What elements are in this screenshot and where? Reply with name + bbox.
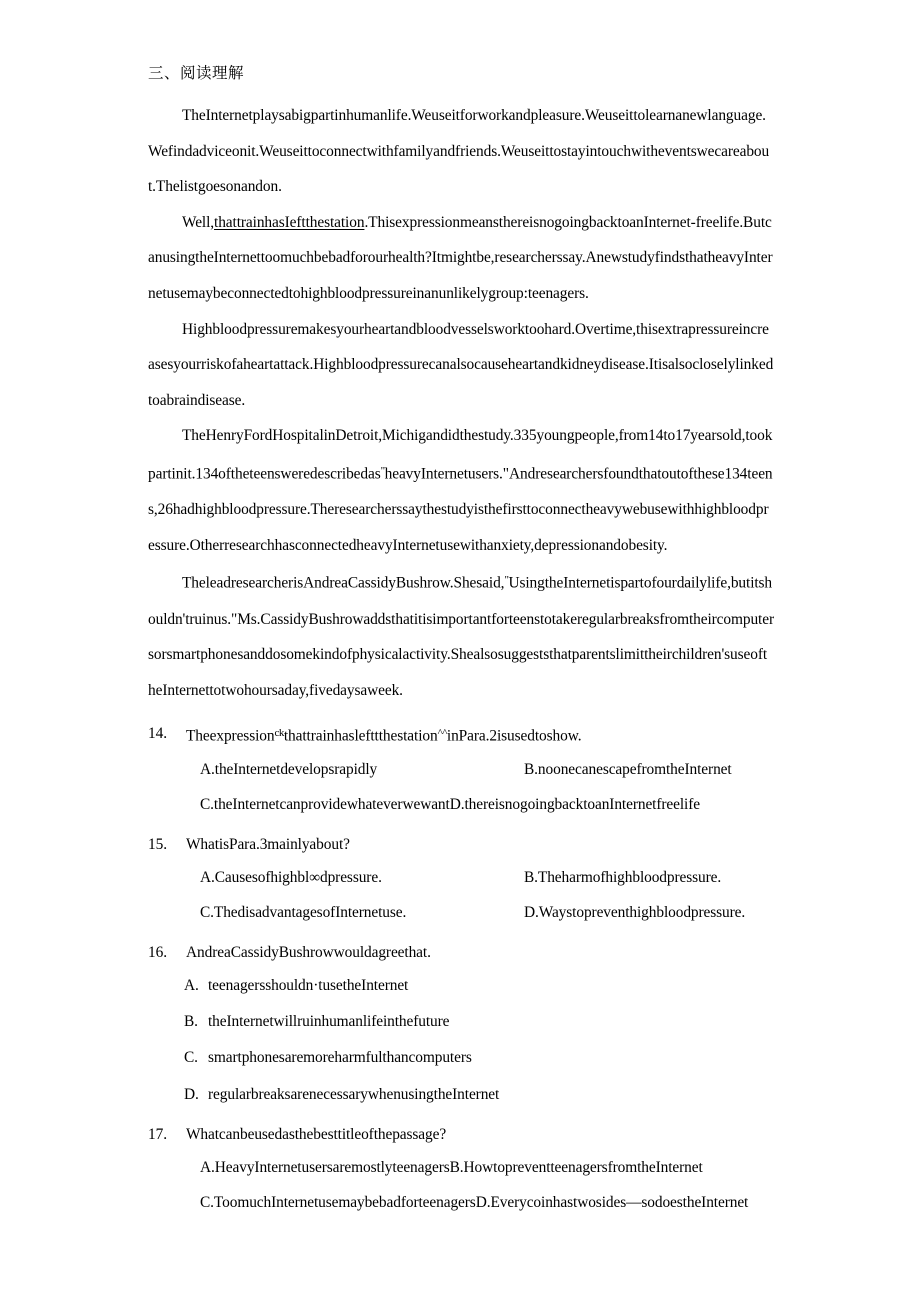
question-14-option-b[interactable]: B.noonecanescapefromtheInternet <box>524 760 732 778</box>
question-14 <box>148 718 774 823</box>
question-15-options-row-1 <box>148 860 774 896</box>
para4-part1: TheHenryFordHospitalinDetroit,Michigandidthestudy.335youngpeople,from14to17yearsold,tookpartinit.134oftheteensweredescribedas <box>148 427 773 483</box>
question-17-options-row-1[interactable]: A.HeavyInternetusersaremostlyteenagersB.HowtopreventteenagersfromtheInternet <box>200 1158 703 1176</box>
raised-quote-artifact: " <box>380 464 385 477</box>
question-14-stem-part3: inPara.2isusedtoshow. <box>446 727 582 745</box>
passage-paragraph-2 <box>148 205 774 312</box>
question-16-option-d[interactable] <box>148 1077 774 1113</box>
passage-paragraph-5 <box>148 563 774 708</box>
question-16-option-b[interactable] <box>148 1004 774 1040</box>
underlined-idiom: thattrainhasIeftthestation <box>214 213 365 231</box>
question-16-option-a-letter: A. <box>184 976 199 994</box>
question-14-options-row-1 <box>148 752 774 788</box>
passage-paragraph-3: Highbloodpressuremakesyourheartandbloodvesselsworktoohard.Overtime,thisextrapressureincreasesyourriskofaheartattack.Highbloodpressurecanalsocauseheartandkidneydisease.Itisalsocloselylinkedtoabraindisease. <box>148 320 774 409</box>
question-16-option-b-letter: B. <box>184 1013 198 1031</box>
para4-part2: heavyInternetusers."Andresearchersfoundthatoutofthese134teens,26hadhighbloodpressure.Theresearcherssaythestudyisthefirsttoconnectheavywebusewithhighbloodpressure.OtherresearchhasconnectedheavyInternetusewithanxiety,depressionandobesity. <box>148 465 773 554</box>
question-15-option-a[interactable]: A.Causesofhighbl∞dpressure. <box>200 868 382 886</box>
question-17-stem <box>148 1119 774 1150</box>
question-15-option-d[interactable]: D.Waystopreventhighbloodpressure. <box>524 904 746 922</box>
para5-part2: UsingtheInternetispartofourdailylife,butitshouldn'truinus."Ms.CassidyBushrowaddsthatitisimportantforteenstotakeregularbreaksfromtheircomputersorsmartphonesanddosomekindofphysicalactivity.Shealsosuggeststhatparentslimittheirchildren'suseoftheInternettotwohoursaday,fivedaysaweek. <box>148 574 774 699</box>
question-17-options-row-2[interactable]: C.ToomuchInternetusemaybebadforteenagersD.Everycoinhastwosides—sodoestheInternet <box>200 1194 749 1212</box>
question-15-number: 15. <box>148 835 167 853</box>
question-16-option-a-text: teenagersshouldn·tusetheInternet <box>208 976 409 994</box>
question-15-stem <box>148 829 774 860</box>
caret-artifact: ^^ <box>437 727 447 740</box>
question-14-stem <box>148 718 774 752</box>
question-15-stem-text: WhatisPara.3mainlyabout? <box>186 835 350 853</box>
question-16 <box>148 937 774 1113</box>
question-16-option-d-letter: D. <box>184 1085 199 1103</box>
question-16-option-b-text: theInternetwillruinhumanlifeinthefuture <box>208 1013 450 1031</box>
para5-part1: TheleadresearcherisAndreaCassidyBushrow.Shesaid, <box>182 574 505 592</box>
passage-paragraph-4 <box>148 418 774 563</box>
question-14-options-row-2[interactable]: C.theInternetcanprovidewhateverwewantD.thereisnogoingbacktoanInternetfreelife <box>200 796 700 814</box>
section-title: 三、阅读理解 <box>148 64 245 82</box>
question-16-option-c[interactable] <box>148 1040 774 1076</box>
document-content <box>148 62 774 1221</box>
question-17-number: 17. <box>148 1125 167 1143</box>
question-16-option-d-text: regularbreaksarenecessarywhenusingtheInternet <box>208 1085 500 1103</box>
question-16-option-c-letter: C. <box>184 1049 198 1067</box>
question-15-option-c[interactable]: C.ThedisadvantagesofInternetuse. <box>200 904 407 922</box>
question-16-stem <box>148 937 774 968</box>
question-15 <box>148 829 774 931</box>
question-14-stem-part2: thattrainhaslefttthestation <box>283 727 438 745</box>
question-16-number: 16. <box>148 943 167 961</box>
superscript-artifact: ck <box>274 727 284 740</box>
question-14-number: 14. <box>148 725 167 743</box>
question-16-option-c-text: smartphonesaremoreharmfulthancomputers <box>208 1049 472 1067</box>
question-14-stem-part1: Theexpression <box>186 727 275 745</box>
para2-lead: Well, <box>182 213 215 231</box>
passage-paragraph-1: TheInternetplaysabigpartinhumanlife.Weuseitforworkandpleasure.Weuseittolearnanewlanguage.Wefindadviceonit.Weuseittoconnectwithfamilyandfriends.Weuseittostayintouchwitheventswecareabout.Thelistgoesonandon. <box>148 107 770 196</box>
raised-quote-artifact: " <box>504 574 509 587</box>
question-17-stem-text: Whatcanbeusedasthebesttitleofthepassage? <box>186 1125 447 1143</box>
question-17 <box>148 1119 774 1221</box>
para2-rest: .ThisexpressionmeansthereisnogoingbacktoanInternet-freelife.ButcanusingtheInternettoomuchbebadforourhealth?Itmightbe,researcherssay.AnewstudyfindsthatheavyInternetusemaybeconnectedtohighbloodpressureinanunlikelygroup:teenagers. <box>148 213 773 302</box>
question-15-options-row-2 <box>148 895 774 931</box>
question-15-option-b[interactable]: B.Theharmofhighbloodpressure. <box>524 868 722 886</box>
question-16-option-a[interactable] <box>148 968 774 1004</box>
question-16-stem-text: AndreaCassidyBushrowwouldagreethat. <box>186 943 431 961</box>
question-14-option-a[interactable]: A.theInternetdevelopsrapidly <box>200 760 378 778</box>
